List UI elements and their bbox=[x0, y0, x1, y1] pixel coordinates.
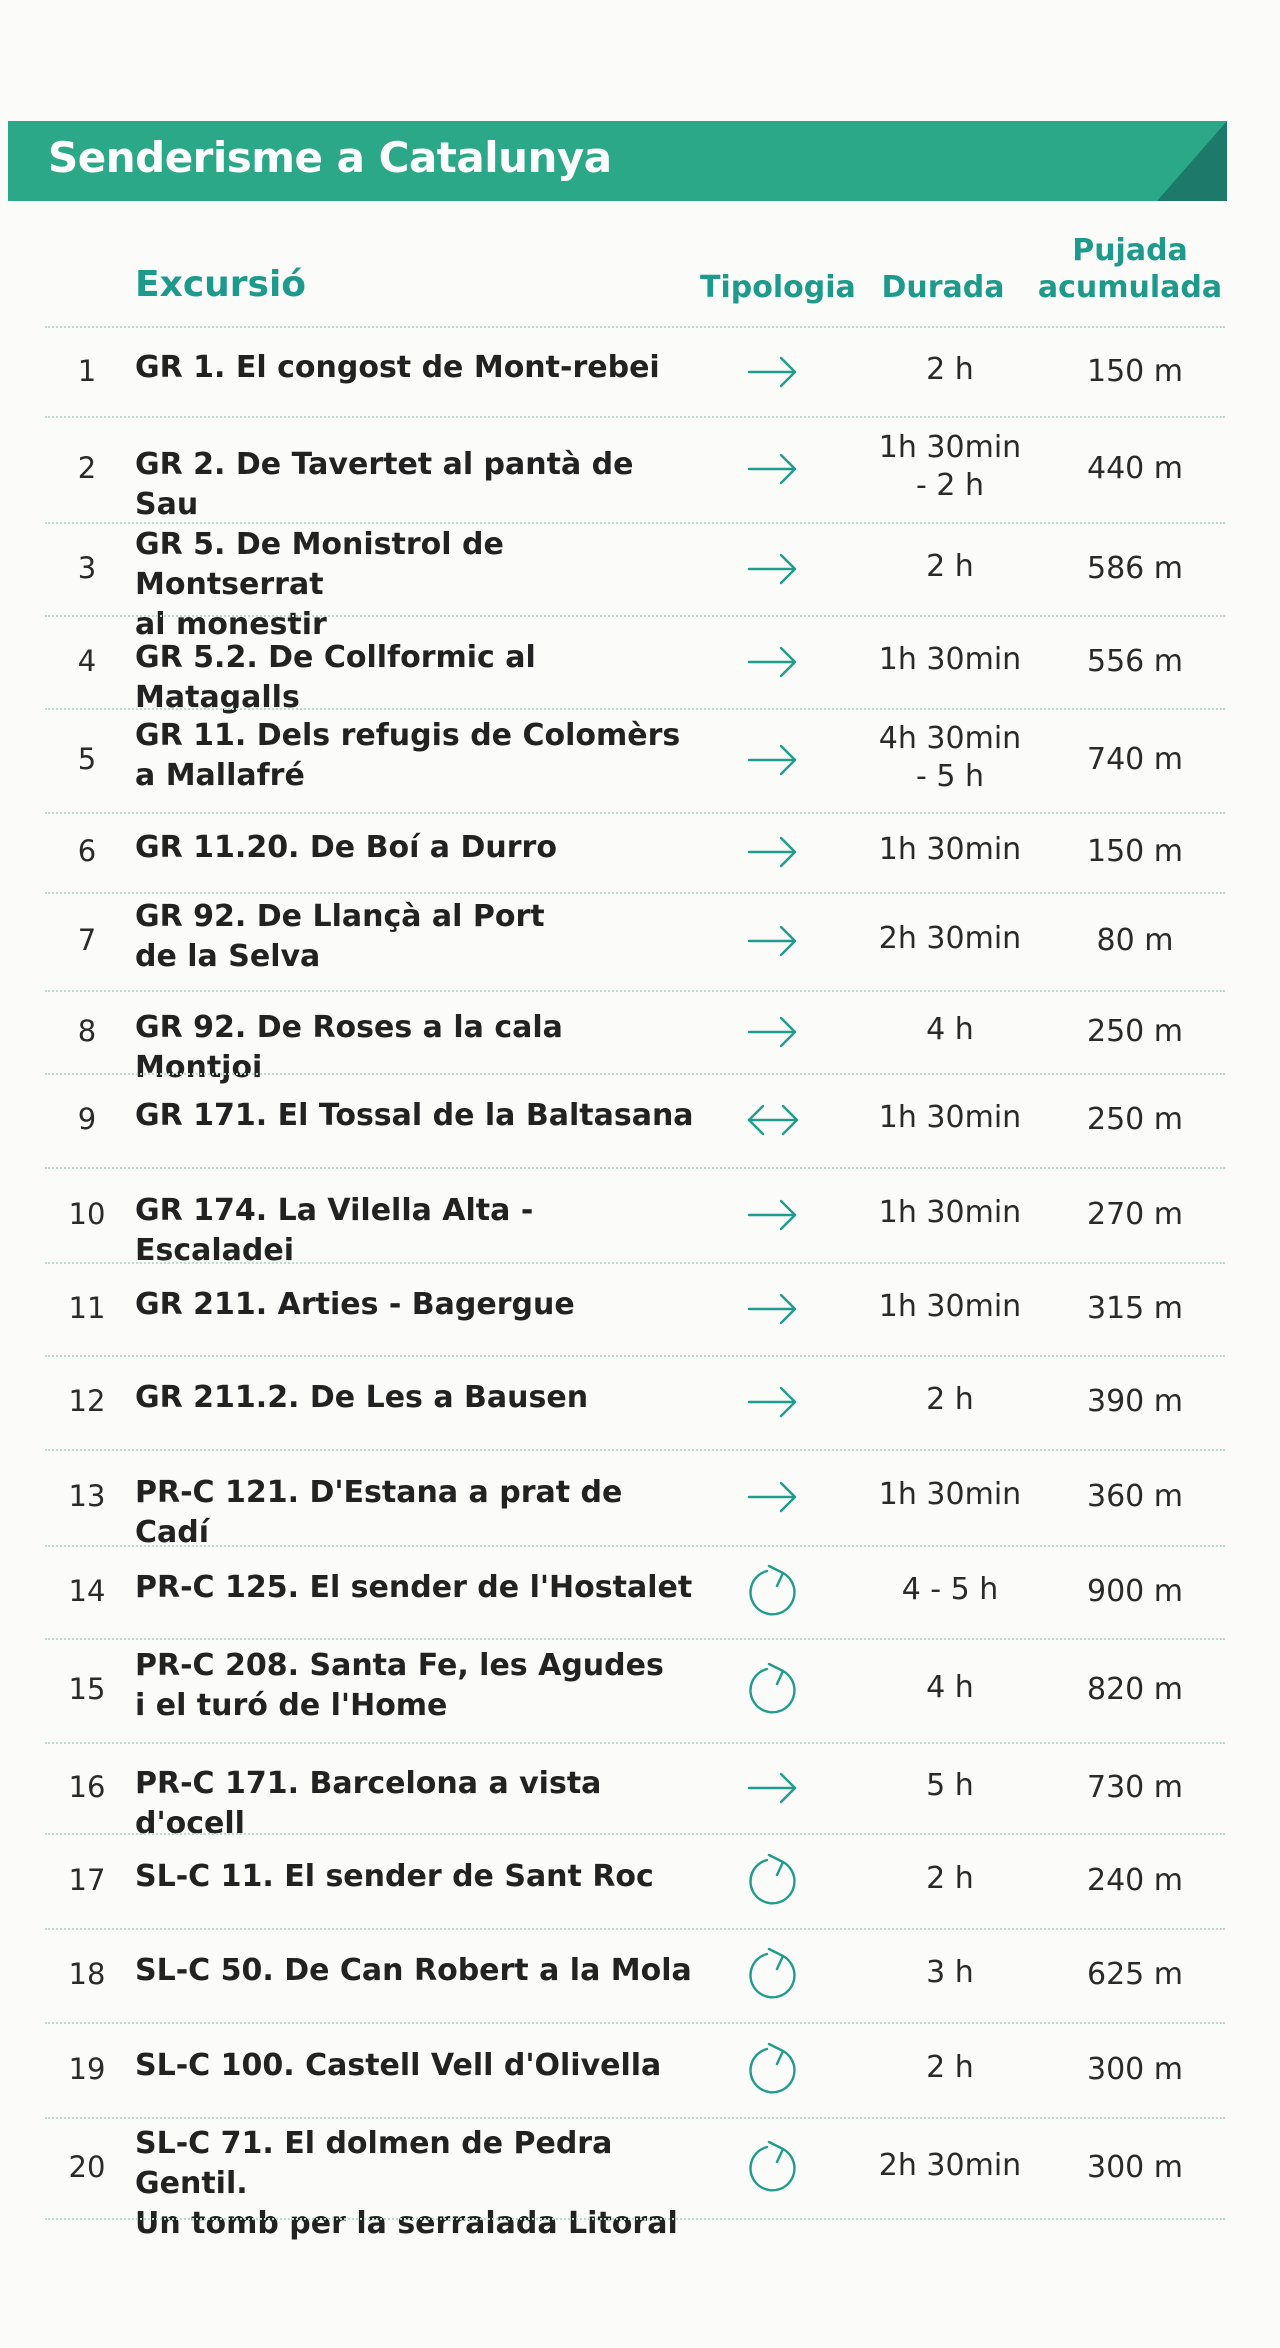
excursion-name-line: GR 171. El Tossal de la Baltasana bbox=[135, 1098, 694, 1133]
excursion-name-line: GR 92. De Roses a la cala Montjoi bbox=[135, 1009, 563, 1085]
ascent: 250 m bbox=[1086, 1102, 1184, 1137]
ascent: 730 m bbox=[1086, 1769, 1184, 1805]
table-row bbox=[0, 990, 1280, 1085]
linear-arrow-icon bbox=[730, 1012, 816, 1052]
table-row bbox=[0, 615, 1280, 715]
duration bbox=[860, 831, 1040, 869]
duration bbox=[860, 548, 1040, 586]
table-row bbox=[0, 1167, 1280, 1268]
excursion-name bbox=[135, 2124, 695, 2244]
excursion-name-line: GR 174. La Vilella Alta - Escaladei bbox=[135, 1192, 534, 1268]
table-row bbox=[0, 522, 1280, 642]
row-number: 15 bbox=[68, 1672, 106, 1706]
circular-loop-icon bbox=[730, 1662, 816, 1718]
duration bbox=[860, 720, 1040, 796]
excursion-name-line: GR 11.20. De Boí a Durro bbox=[135, 830, 557, 865]
duration-line: 5 h bbox=[926, 1767, 974, 1803]
linear-arrow-icon bbox=[730, 740, 816, 780]
excursion-name-line: GR 5.2. De Collformic al Matagalls bbox=[135, 639, 536, 715]
ascent: 150 m bbox=[1086, 834, 1184, 869]
excursion-name bbox=[135, 1951, 695, 1991]
duration bbox=[860, 920, 1040, 958]
duration-line: 2 h bbox=[926, 548, 974, 584]
excursion-name bbox=[135, 1646, 695, 1726]
linear-arrow-icon bbox=[730, 1768, 816, 1808]
excursion-name-line: a Mallafré bbox=[135, 758, 305, 793]
duration bbox=[860, 1860, 1040, 1898]
column-header-durada: Durada bbox=[881, 270, 1005, 305]
row-number: 3 bbox=[77, 550, 97, 585]
ascent: 360 m bbox=[1086, 1479, 1184, 1514]
row-number: 4 bbox=[77, 643, 97, 678]
ascent: 300 m bbox=[1086, 2149, 1184, 2185]
excursion-name-line: PR-C 121. D'Estana a prat de Cadí bbox=[135, 1475, 623, 1550]
duration-line: 4 h bbox=[926, 1011, 974, 1047]
duration-line: - 5 h bbox=[916, 759, 984, 794]
ascent: 440 m bbox=[1086, 451, 1184, 486]
linear-arrow-icon bbox=[730, 549, 816, 589]
excursion-name-line: al monestir bbox=[135, 606, 327, 642]
row-number: 9 bbox=[77, 1102, 97, 1136]
excursion-name bbox=[135, 1191, 695, 1271]
excursion-name bbox=[135, 445, 695, 525]
duration bbox=[860, 1767, 1040, 1805]
excursion-name bbox=[135, 638, 695, 718]
ascent: 820 m bbox=[1086, 1672, 1184, 1707]
excursion-name-line: SL-C 11. El sender de Sant Roc bbox=[135, 1858, 654, 1894]
ascent: 315 m bbox=[1086, 1290, 1184, 1326]
excursion-name bbox=[135, 828, 695, 868]
excursion-name bbox=[135, 1857, 695, 1897]
column-header-pujada-line2: acumulada bbox=[1037, 270, 1223, 305]
duration bbox=[860, 641, 1040, 679]
table-row bbox=[0, 708, 1280, 812]
ascent: 390 m bbox=[1086, 1384, 1184, 1419]
duration bbox=[860, 1669, 1040, 1707]
duration bbox=[860, 1954, 1040, 1992]
duration bbox=[860, 1288, 1040, 1326]
excursion-name-line: GR 1. El congost de Mont-rebei bbox=[135, 350, 660, 385]
duration-line: 2 h bbox=[926, 1382, 974, 1417]
table-row bbox=[0, 812, 1280, 892]
ascent: 900 m bbox=[1086, 1573, 1184, 1609]
excursion-name bbox=[135, 897, 695, 977]
excursion-name-line: PR-C 208. Santa Fe, les Agudes bbox=[135, 1648, 664, 1683]
table-row bbox=[0, 1449, 1280, 1550]
linear-arrow-icon bbox=[730, 642, 816, 682]
column-header-excursio: Excursió bbox=[135, 264, 307, 305]
excursion-name-line: GR 5. De Monistrol de Montserrat bbox=[135, 526, 504, 602]
table-row bbox=[0, 1833, 1280, 1928]
row-number: 8 bbox=[77, 1013, 97, 1048]
excursion-name bbox=[135, 348, 695, 388]
duration bbox=[860, 1099, 1040, 1137]
row-number: 17 bbox=[68, 1862, 106, 1897]
duration bbox=[860, 1194, 1040, 1232]
duration-line: 1h 30min bbox=[878, 1100, 1022, 1135]
column-header-pujada-line1: Pujada bbox=[1072, 233, 1188, 268]
row-number: 13 bbox=[68, 1479, 106, 1513]
excursion-name bbox=[135, 1096, 695, 1136]
linear-arrow-icon bbox=[730, 449, 816, 489]
table-row bbox=[0, 2022, 1280, 2117]
row-number: 10 bbox=[68, 1196, 106, 1231]
linear-arrow-icon bbox=[730, 1382, 816, 1422]
excursion-name bbox=[135, 1568, 695, 1608]
ascent: 740 m bbox=[1086, 742, 1184, 777]
duration-line: 2 h bbox=[926, 1860, 974, 1896]
row-number: 2 bbox=[77, 451, 97, 485]
row-number: 6 bbox=[77, 834, 97, 868]
duration-line: 1h 30min bbox=[878, 832, 1022, 867]
excursion-name-line: SL-C 71. El dolmen de Pedra Gentil. bbox=[135, 2125, 613, 2201]
excursion-name-line: GR 2. De Tavertet al pantà de Sau bbox=[135, 447, 634, 522]
column-header-tipologia: Tipologia bbox=[700, 270, 856, 305]
circular-loop-icon bbox=[730, 2042, 816, 2098]
circular-loop-icon bbox=[730, 1853, 816, 1909]
ascent: 556 m bbox=[1086, 643, 1184, 679]
excursion-name-line: GR 11. Dels refugis de Colomèrs bbox=[135, 718, 681, 753]
duration bbox=[860, 1571, 1040, 1609]
ascent: 240 m bbox=[1086, 1862, 1184, 1898]
linear-arrow-icon bbox=[730, 832, 816, 872]
duration bbox=[860, 351, 1040, 389]
duration bbox=[860, 429, 1040, 505]
ascent: 270 m bbox=[1086, 1196, 1184, 1232]
row-number: 12 bbox=[68, 1384, 106, 1418]
duration bbox=[860, 2147, 1040, 2185]
row-divider bbox=[45, 2218, 1225, 2220]
duration-line: 1h 30min bbox=[878, 641, 1022, 677]
table-row bbox=[0, 328, 1280, 416]
excursion-name bbox=[135, 1285, 695, 1325]
excursion-name bbox=[135, 1473, 695, 1553]
duration-line: 2h 30min bbox=[878, 921, 1022, 956]
excursion-name-line: GR 92. De Llançà al Port bbox=[135, 899, 545, 934]
circular-loop-icon bbox=[730, 2140, 816, 2196]
row-number: 14 bbox=[68, 1573, 106, 1608]
table-row bbox=[0, 892, 1280, 990]
duration-line: 1h 30min bbox=[878, 1477, 1022, 1512]
round-trip-arrow-icon bbox=[730, 1100, 816, 1140]
excursion-name-line: de la Selva bbox=[135, 939, 321, 974]
ascent: 586 m bbox=[1086, 550, 1184, 586]
duration bbox=[860, 1476, 1040, 1514]
row-number: 1 bbox=[77, 354, 97, 388]
ascent: 150 m bbox=[1086, 354, 1184, 389]
linear-arrow-icon bbox=[730, 921, 816, 961]
circular-loop-icon bbox=[730, 1564, 816, 1620]
linear-arrow-icon bbox=[730, 1289, 816, 1329]
table-row bbox=[0, 1638, 1280, 1742]
duration-line: - 2 h bbox=[916, 468, 984, 503]
row-number: 19 bbox=[68, 2051, 106, 2086]
excursion-name bbox=[135, 2046, 695, 2086]
excursion-name-line: GR 211. Arties - Bagergue bbox=[135, 1286, 575, 1322]
excursion-name-line: Un tomb per la serralada Litoral bbox=[135, 2205, 678, 2241]
table-row bbox=[0, 1262, 1280, 1355]
duration-line: 3 h bbox=[926, 1955, 974, 1990]
excursion-name bbox=[135, 716, 695, 796]
linear-arrow-icon bbox=[730, 1195, 816, 1235]
linear-arrow-icon bbox=[730, 352, 816, 392]
table-row bbox=[0, 1545, 1280, 1638]
duration-line: 4 h bbox=[926, 1670, 974, 1705]
ascent: 80 m bbox=[1096, 923, 1174, 958]
ascent: 300 m bbox=[1086, 2051, 1184, 2087]
row-number: 5 bbox=[77, 742, 97, 776]
row-number: 11 bbox=[68, 1290, 106, 1325]
ascent: 250 m bbox=[1086, 1013, 1184, 1049]
duration-line: 1h 30min bbox=[878, 430, 1022, 465]
excursion-name-line: SL-C 50. De Can Robert a la Mola bbox=[135, 1953, 692, 1988]
table-row bbox=[0, 1073, 1280, 1167]
duration-line: 1h 30min bbox=[878, 1288, 1022, 1324]
ascent: 625 m bbox=[1086, 1957, 1184, 1992]
circular-loop-icon bbox=[730, 1947, 816, 2003]
table-row bbox=[0, 1928, 1280, 2022]
excursion-name-line: GR 211.2. De Les a Bausen bbox=[135, 1380, 589, 1415]
excursion-name bbox=[135, 1764, 695, 1844]
duration bbox=[860, 2049, 1040, 2087]
linear-arrow-icon bbox=[730, 1477, 816, 1517]
excursion-name-line: SL-C 100. Castell Vell d'Olivella bbox=[135, 2047, 662, 2083]
row-number: 20 bbox=[68, 2149, 106, 2184]
duration-line: 2 h bbox=[926, 352, 974, 387]
row-number: 7 bbox=[77, 923, 97, 957]
table-row bbox=[0, 416, 1280, 522]
duration-line: 2 h bbox=[926, 2049, 974, 2085]
duration-line: 1h 30min bbox=[878, 1194, 1022, 1230]
page-title: Senderisme a Catalunya bbox=[48, 133, 612, 182]
row-number: 16 bbox=[68, 1769, 106, 1804]
duration bbox=[860, 1381, 1040, 1419]
table-row bbox=[0, 1355, 1280, 1449]
duration-line: 4 - 5 h bbox=[901, 1571, 999, 1607]
excursion-name-line: PR-C 171. Barcelona a vista d'ocell bbox=[135, 1765, 602, 1841]
duration bbox=[860, 1011, 1040, 1049]
table-row bbox=[0, 1742, 1280, 1841]
table-row bbox=[0, 2117, 1280, 2241]
excursion-name bbox=[135, 1378, 695, 1418]
excursion-name-line: i el turó de l'Home bbox=[135, 1688, 448, 1723]
duration-line: 4h 30min bbox=[878, 721, 1022, 756]
row-number: 18 bbox=[68, 1957, 106, 1991]
duration-line: 2h 30min bbox=[878, 2147, 1022, 2183]
excursion-name-line: PR-C 125. El sender de l'Hostalet bbox=[135, 1569, 693, 1605]
